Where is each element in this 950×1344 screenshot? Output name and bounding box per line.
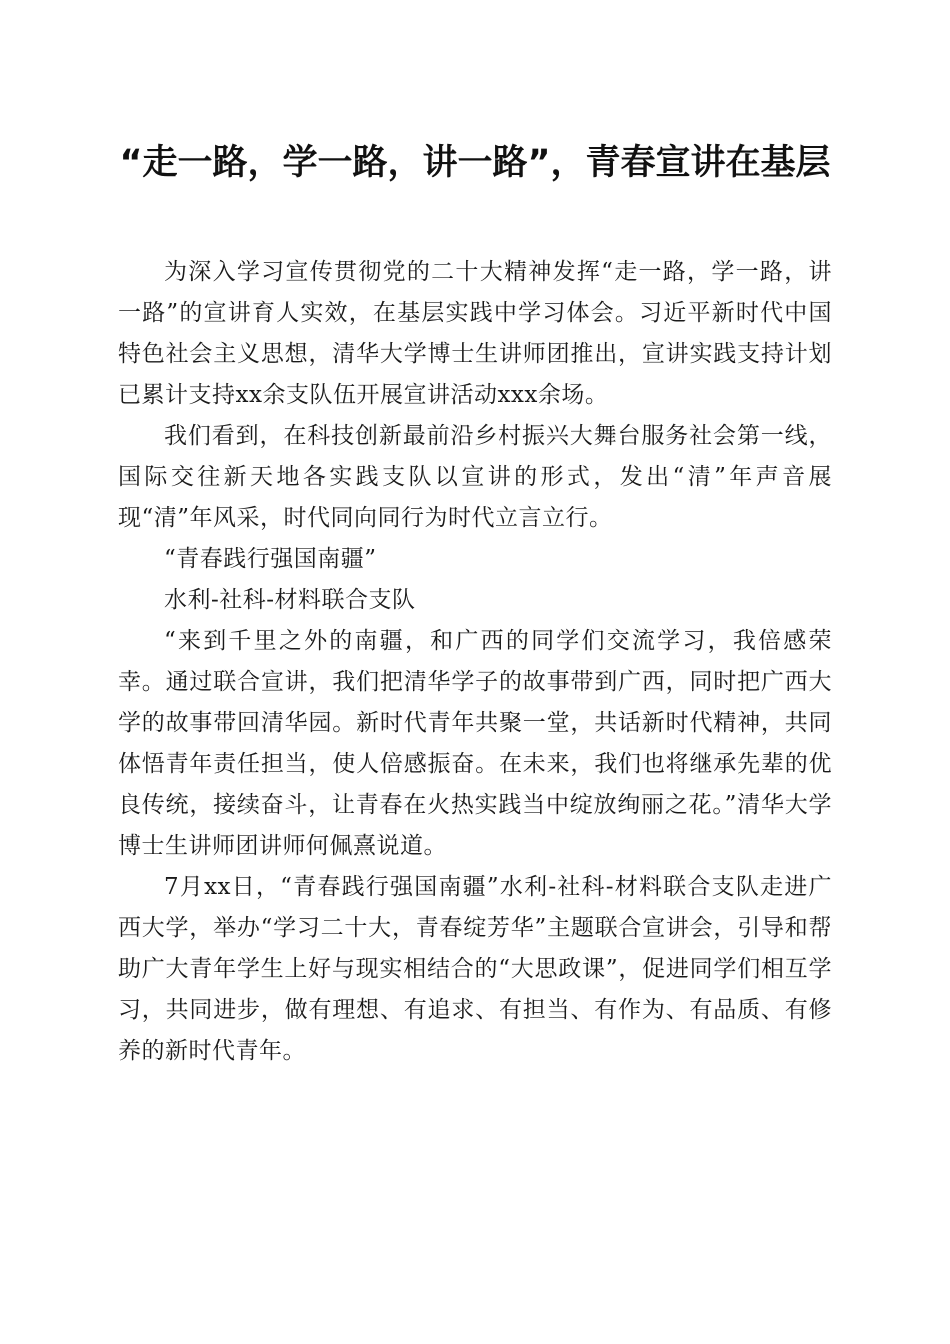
paragraph-observation: 我们看到，在科技创新最前沿乡村振兴大舞台服务社会第一线，国际交往新天地各实践支队以宣讲的形式，发出“清”年声音展现“清”年风采，时代同向同行为时代立言立行。: [118, 423, 832, 531]
section-subheading-team: 水利-社科-材料联合支队: [164, 587, 416, 613]
paragraph-intro: 为深入学习宣传贯彻党的二十大精神发挥“走一路，学一路，讲一路”的宣讲育人实效，在基层实践中学习体会。习近平新时代中国特色社会主义思想，清华大学博士生讲师团推出，宣讲实践支持计划已累计支持xx余支队伍开展宣讲活动xxx余场。: [118, 259, 832, 408]
section-heading-team: “青春践行强国南疆”: [164, 546, 377, 572]
paragraph-event: 7月xx日，“青春践行强国南疆”水利-社科-材料联合支队走进广西大学，举办“学习二十大，青春绽芳华”主题联合宣讲会，引导和帮助广大青年学生上好与现实相结合的“大思政课”，促进同学们相互学习，共同进步，做有理想、有追求、有担当、有作为、有品质、有修养的新时代青年。: [118, 874, 832, 1064]
document-body: [118, 252, 832, 1072]
paragraph-quote: “来到千里之外的南疆，和广西的同学们交流学习，我倍感荣幸。通过联合宣讲，我们把清华学子的故事带到广西，同时把广西大学的故事带回清华园。新时代青年共聚一堂，共话新时代精神，共同体悟青年责任担当，使人倍感振奋。在未来，我们也将继承先辈的优良传统，接续奋斗，让青春在火热实践当中绽放绚丽之花。”清华大学博士生讲师团讲师何佩熹说道。: [118, 628, 832, 859]
document-title: “走一路，学一路，讲一路”，青春宣讲在基层: [119, 143, 831, 183]
